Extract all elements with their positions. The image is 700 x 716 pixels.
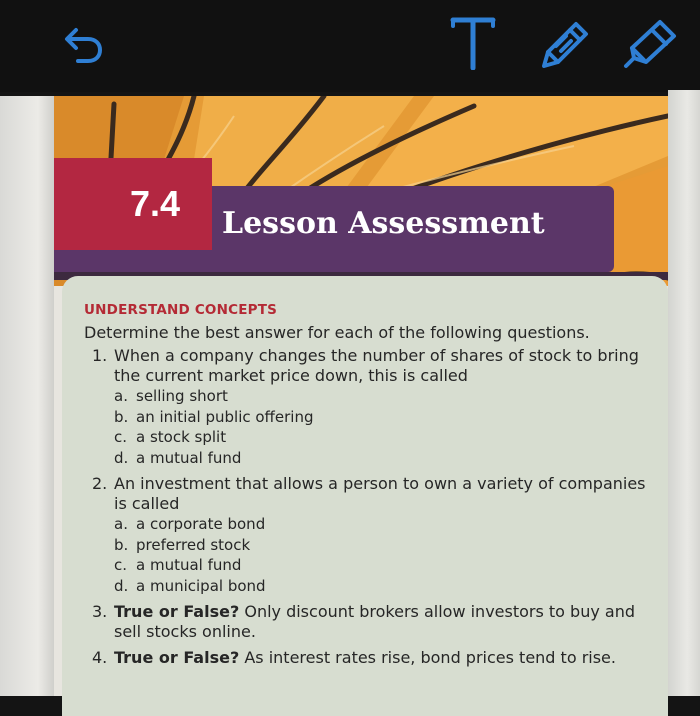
answer-option <box>114 386 654 407</box>
answer-option <box>114 576 654 597</box>
answer-option <box>114 555 654 576</box>
option-letter: b. <box>114 407 129 426</box>
question-1 <box>84 346 654 468</box>
true-false-label: True or False? <box>114 602 240 621</box>
question-text: Only discount brokers allow investors to buy and sell stocks online. <box>114 602 636 641</box>
pen-tool-button[interactable] <box>536 16 594 72</box>
question-number: 2. <box>92 474 108 493</box>
option-text: a corporate bond <box>136 515 266 533</box>
option-text: an initial public offering <box>136 407 314 426</box>
page-margin-left <box>0 96 54 696</box>
option-text: selling short <box>136 387 228 405</box>
question-4 <box>84 648 654 668</box>
highlighter-icon <box>620 16 682 72</box>
option-letter: a. <box>114 515 128 533</box>
question-text: An investment that allows a person to own a variety of companies is called <box>114 474 646 513</box>
question-3 <box>84 602 654 642</box>
option-letter: d. <box>114 448 129 467</box>
option-text: a municipal bond <box>136 576 266 595</box>
undo-button[interactable] <box>62 22 106 64</box>
text-tool-icon <box>449 14 497 70</box>
question-text: As interest rates rise, bond prices tend to rise. <box>244 648 616 667</box>
option-text: a mutual fund <box>136 448 242 467</box>
option-letter: d. <box>114 576 129 595</box>
question-text: When a company changes the number of shares of stock to bring the current market price down, this is called <box>114 346 639 385</box>
question-number: 3. <box>92 602 108 621</box>
option-text: preferred stock <box>136 535 251 554</box>
pen-icon <box>536 16 594 72</box>
option-text: a stock split <box>136 428 227 446</box>
annotation-toolbar <box>0 0 700 92</box>
question-number: 1. <box>92 346 108 365</box>
option-letter: c. <box>114 556 128 574</box>
true-false-label: True or False? <box>114 648 240 667</box>
answer-option <box>114 427 654 448</box>
page-margin-right <box>668 90 700 696</box>
option-letter: c. <box>114 428 128 446</box>
answer-option <box>114 514 654 535</box>
section-title: Lesson Assessment <box>222 206 545 241</box>
answer-option <box>114 535 654 556</box>
answer-option <box>114 407 654 428</box>
option-letter: b. <box>114 535 129 554</box>
answer-option <box>114 448 654 469</box>
instructions-text: Determine the best answer for each of the following questions. <box>84 323 590 342</box>
undo-icon <box>62 22 106 64</box>
option-text: a mutual fund <box>136 556 242 574</box>
assessment-content <box>84 302 654 674</box>
question-number: 4. <box>92 648 108 667</box>
highlighter-tool-button[interactable] <box>620 16 682 72</box>
section-number: 7.4 <box>129 183 180 224</box>
concepts-heading: UNDERSTAND CONCEPTS <box>84 302 278 318</box>
section-number-block <box>54 158 212 250</box>
text-tool-button[interactable] <box>449 14 497 70</box>
question-2 <box>84 474 654 596</box>
option-letter: a. <box>114 387 128 405</box>
